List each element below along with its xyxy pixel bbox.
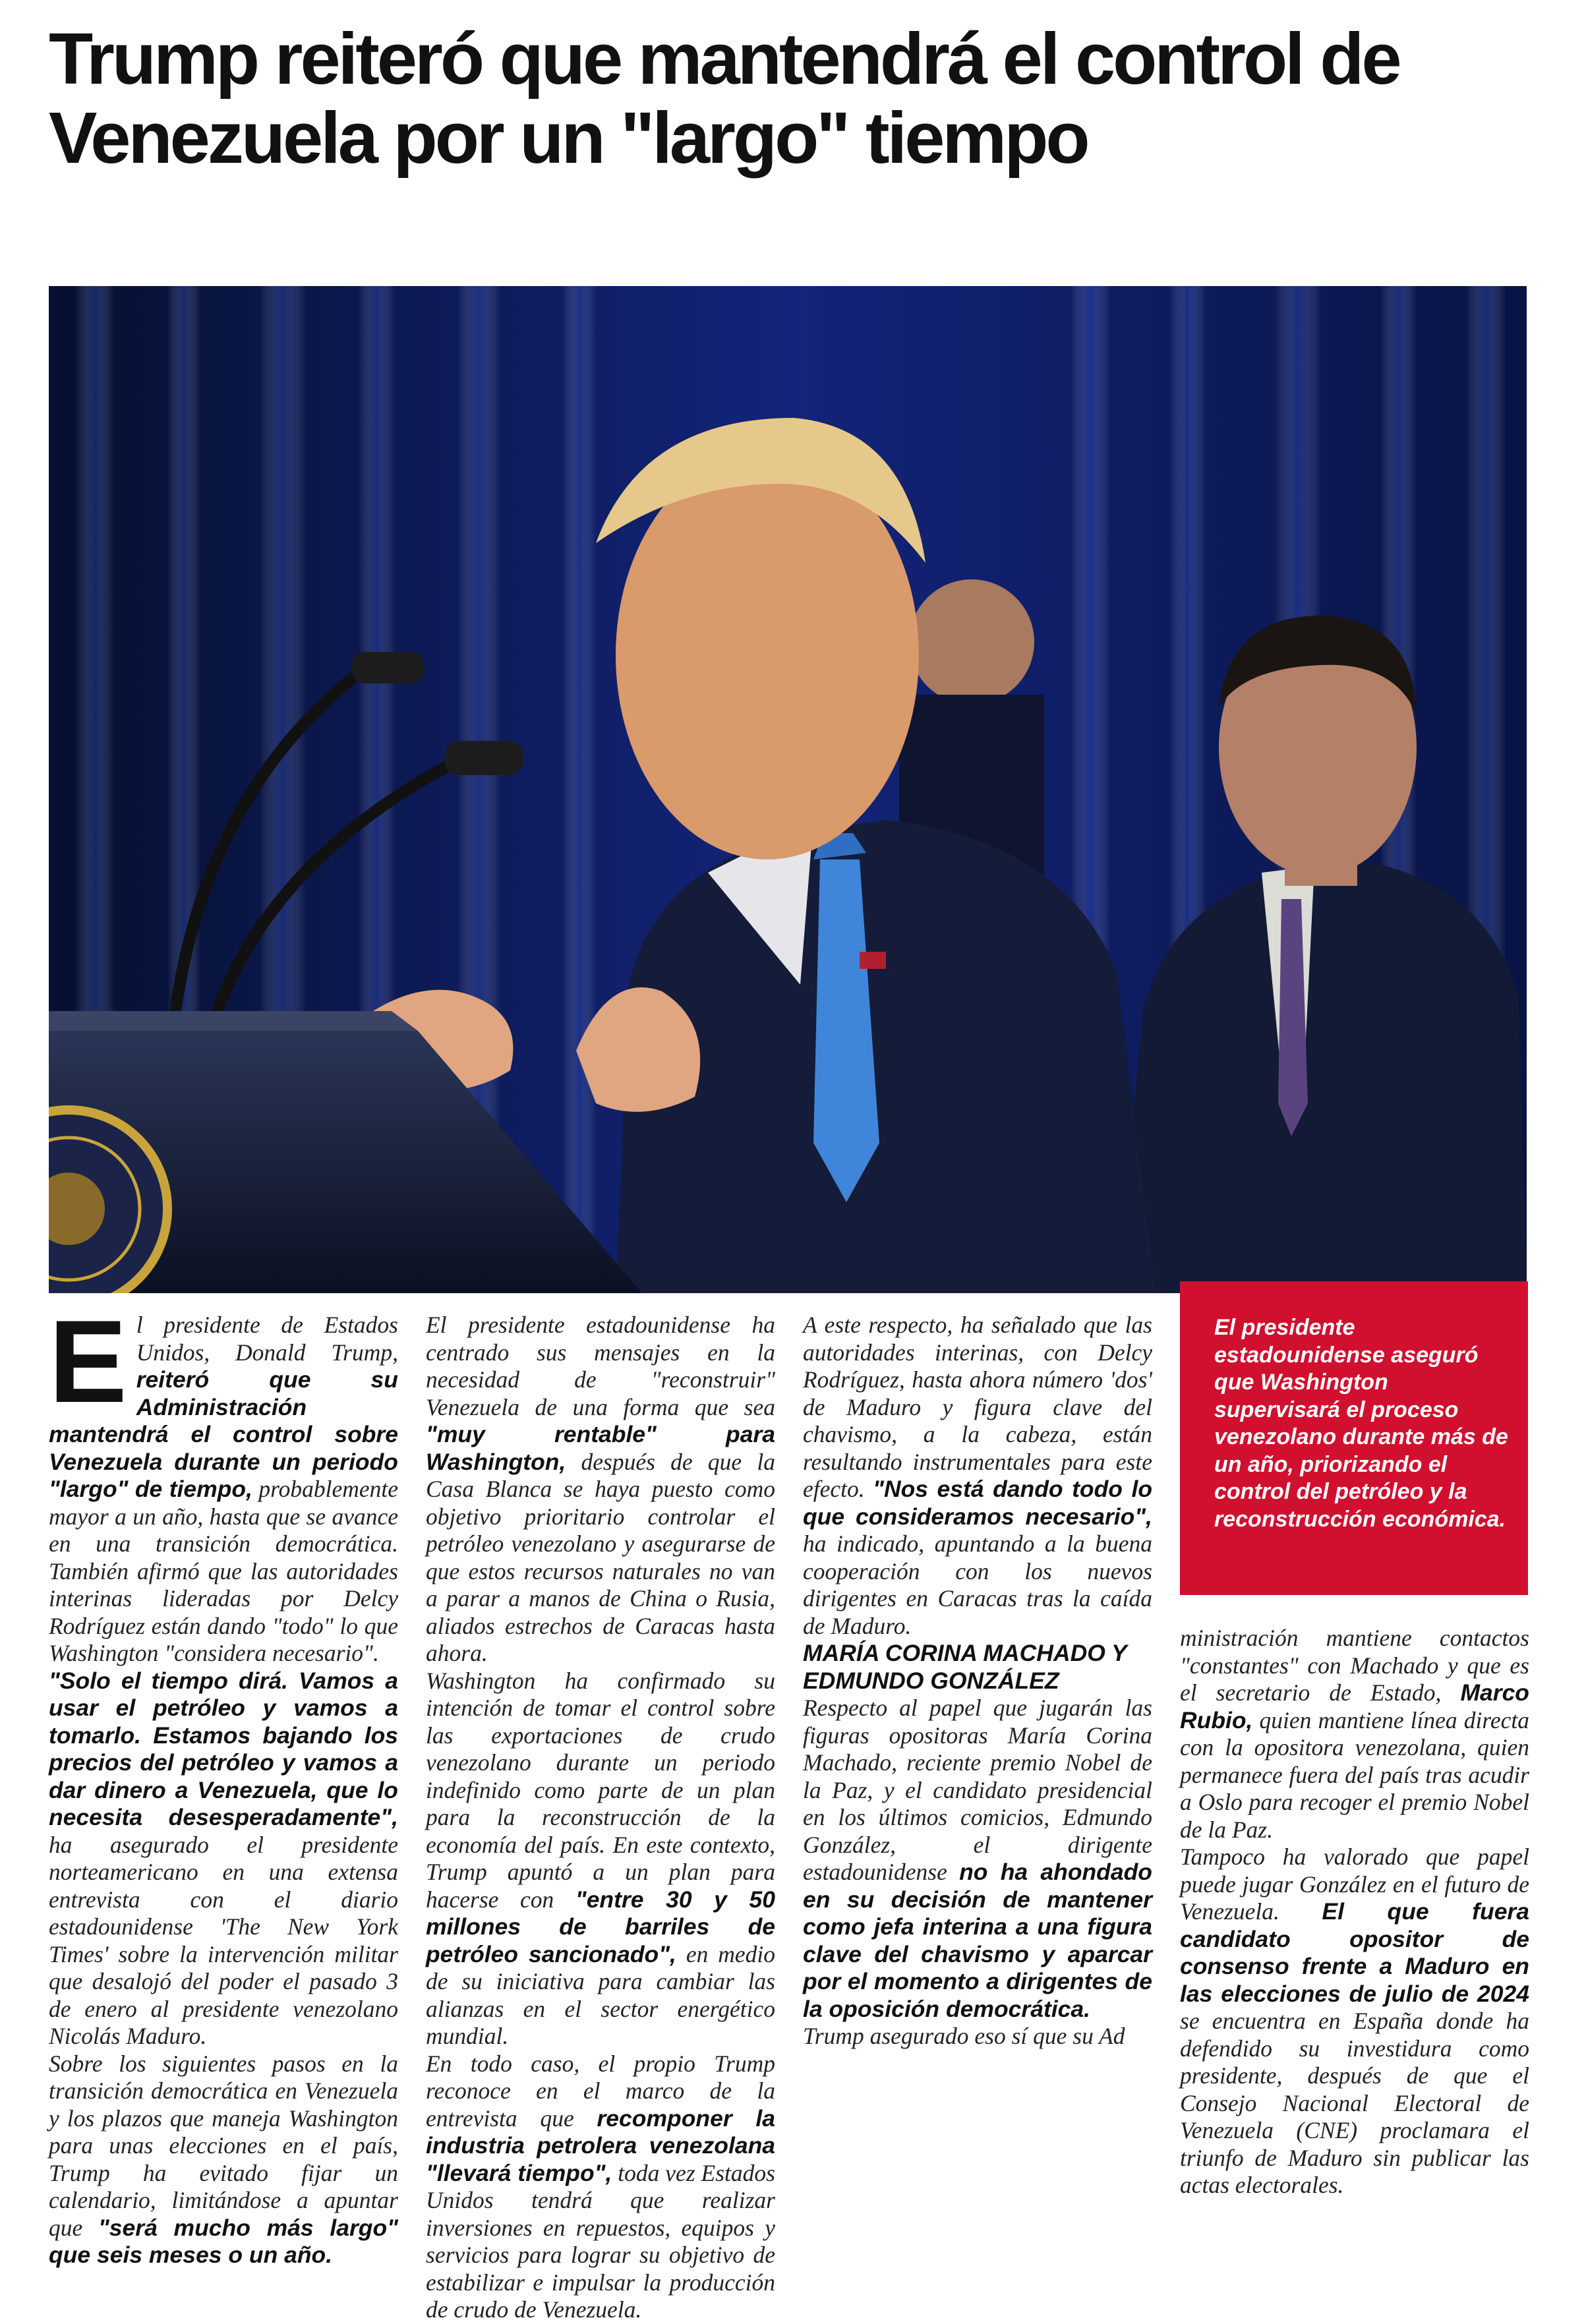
paragraph-text: Tampoco ha valorado que papel puede jugar González en el futuro de Venezuela.: [1180, 1844, 1529, 1925]
paragraph-text: toda vez Estados Unidos tendrá que realizar inversiones en repuestos, equipos y servicios para lograr su objetivo de estabilizar e impulsar la producción de crudo de Venezuela.: [426, 2159, 775, 2323]
paragraph-text: Sobre los siguientes pasos en la transición democrática en Venezuela y los plazos que maneja Washington para unas elecciones en el país, Trump ha evitado fijar un calendario, limitándose a apuntar que: [49, 2050, 398, 2241]
paragraph-bold-text: no ha ahondado en su decisión de mantener como jefa interina a una figura clave del chavismo y aparcar por el momento a dirigentes de la oposición democrática.: [803, 1859, 1152, 2022]
paragraph-bold-text: "Nos está dando todo lo que consideramos necesario",: [803, 1476, 1152, 1530]
article-column-3: [803, 1312, 1152, 2050]
paragraph-text: ministración mantiene contactos "constantes" con Machado y que es el secretario de Estado,: [1180, 1625, 1529, 1706]
article-column-2: [426, 1312, 775, 2324]
paragraph-text: después de que la Casa Blanca se haya puesto como objetivo prioritario controlar el petróleo venezolano y asegurarse de que estos recursos naturales no van a parar a manos de China o Rusia, aliados estrechos de Caracas hasta ahora.: [426, 1448, 775, 1666]
article-paragraph: [803, 1695, 1152, 2023]
paragraph-bold-text: reiteró que su Administración mantendrá el control sobre Venezuela durante un periodo "largo" de tiempo,: [49, 1366, 398, 1502]
paragraph-text: probablemente mayor a un año, hasta que se avance en una transición democrática. También afirmó que las autoridades interinas lideradas por Delcy Rodríguez están dando "todo" lo que Washington "considera necesario".: [49, 1476, 398, 1666]
paragraph-bold-text: recomponer la industria petrolera venezolana "llevará tiempo",: [426, 2105, 775, 2186]
paragraph-text: En todo caso, el propio Trump reconoce en el marco de la entrevista que: [426, 2050, 775, 2132]
article-column-1: [49, 1296, 398, 2269]
paragraph-text: l presidente de Estados Unidos, Donald Trump,: [136, 1312, 398, 1366]
paragraph-text: Washington ha confirmado su intención de tomar el control sobre las exportaciones de crudo venezolano durante un periodo indefinido como parte de un plan para la reconstrucción de la economía del país. En este contexto, Trump apuntó a un plan para hacerse con: [426, 1667, 775, 1913]
article-paragraph: [49, 2050, 398, 2269]
section-subheading: MARÍA CORINA MACHADO Y EDMUNDO GONZÁLEZ: [803, 1640, 1127, 1694]
article-photo: [49, 286, 1527, 1293]
paragraph-text: ha indicado, apuntando a la buena cooperación con los nuevos dirigentes en Caracas tras la caída de Maduro.: [803, 1530, 1152, 1639]
article-paragraph: [49, 1668, 398, 2050]
paragraph-bold-text: El que fuera candidato opositor de consenso frente a Maduro en las elecciones de julio de 2024: [1180, 1898, 1529, 2007]
paragraph-text: ha asegurado el presidente norteamericano en una extensa entrevista con el diario estadounidense 'The New York Times' sobre la intervención militar que desalojó del poder el pasado 3 de enero al presidente venezolano Nicolás Maduro.: [49, 1831, 398, 2049]
article-paragraph: [426, 1668, 775, 2050]
paragraph-text: en medio de su iniciativa para cambiar las alianzas en el sector energético mundial.: [426, 1940, 776, 2049]
paragraph-bold-text: "muy rentable" para Washington,: [426, 1421, 775, 1475]
pull-quote: El presidente estadounidense aseguró que Washington supervisará el proceso venezolano durante más de un año, priorizando el control del petróleo y la reconstrucción económica.: [1180, 1281, 1528, 1595]
paragraph-bold-text: "entre 30 y 50 millones de barriles de petróleo sancionado",: [426, 1886, 775, 1967]
article-paragraph: [803, 2023, 1152, 2050]
article-paragraph: [426, 1312, 775, 1668]
dropcap: E: [49, 1296, 127, 1427]
paragraph-text: Respecto al papel que jugarán las figuras opositoras María Corina Machado, reciente premio Nobel de la Paz, y el candidato presidencial en los últimos comicios, Edmundo González, el dirigente estadounidense: [803, 1695, 1152, 1885]
article-paragraph: [803, 1312, 1152, 1640]
article-paragraph: [426, 2050, 775, 2324]
paragraph-bold-text: "será mucho más largo" que seis meses o un año.: [49, 2214, 398, 2268]
headline: Trump reiteró que mantendrá el control de Venezuela por un "largo" tiempo: [49, 18, 1399, 179]
paragraph-text: Trump asegurado eso sí que su Ad: [803, 2023, 1125, 2049]
paragraph-bold-text: Marco Rubio,: [1180, 1679, 1529, 1733]
article-column-4: [1180, 1625, 1529, 2199]
paragraph-text: se encuentra en España donde ha defendido su investidura como presidente, después de que el Consejo Nacional Electoral de Venezuela (CNE) proclamara el triunfo de Maduro sin publicar las actas electorales.: [1180, 2008, 1529, 2198]
paragraph-text: quien mantiene línea directa con la opositora venezolana, quien permanece fuera del país tras acudir a Oslo para recoger el premio Nobel de la Paz.: [1180, 1706, 1529, 1843]
paragraph-text: A este respecto, ha señalado que las autoridades interinas, con Delcy Rodríguez, hasta ahora número 'dos' de Maduro y figura clave del chavismo, a la cabeza, están resultando instrumentales para este efecto.: [803, 1312, 1152, 1502]
article-paragraph: [49, 1296, 398, 1668]
article-paragraph: [1180, 1844, 1529, 2199]
paragraph-bold-text: "Solo el tiempo dirá. Vamos a usar el petróleo y vamos a tomarlo. Estamos bajando los precios del petróleo y vamos a dar dinero a Venezuela, que lo necesita desesperadamente",: [49, 1667, 398, 1830]
article-paragraph: [1180, 1625, 1529, 1844]
paragraph-text: El presidente estadounidense ha centrado sus mensajes en la necesidad de "reconstruir" Venezuela de una forma que sea: [426, 1312, 775, 1420]
